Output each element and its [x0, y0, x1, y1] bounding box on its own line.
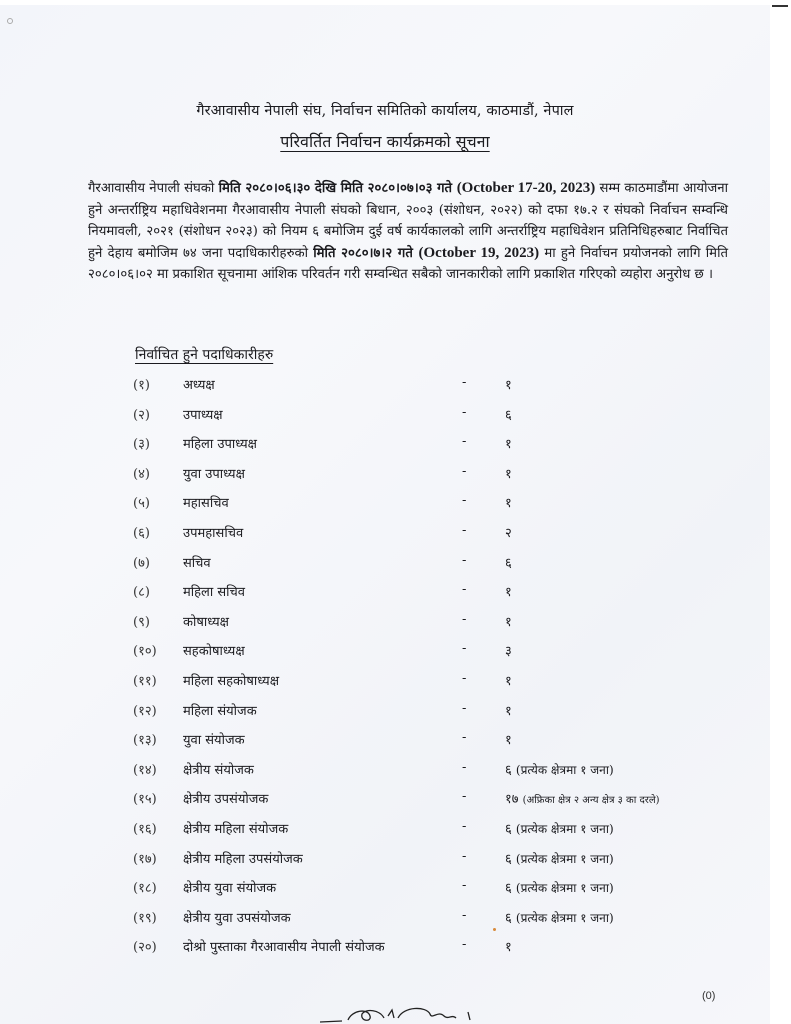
position-number: (९): [133, 614, 150, 630]
separator-dash: -: [462, 434, 467, 450]
count-value: १: [505, 496, 512, 512]
separator-dash: -: [462, 907, 467, 923]
position-count: [505, 789, 660, 807]
position-count: [505, 760, 614, 778]
scan-speck: [493, 928, 496, 931]
position-label: युवा संयोजक: [183, 733, 245, 749]
count-note: (प्रत्येक क्षेत्रमा १ जना): [515, 881, 614, 896]
position-row: [0, 582, 770, 604]
position-count: [505, 375, 512, 393]
count-value: १: [505, 733, 512, 749]
position-number: (१३): [133, 733, 157, 749]
separator-dash: -: [462, 937, 467, 953]
position-label: क्षेत्रीय युवा संयोजक: [183, 881, 277, 897]
count-value: ६: [505, 881, 512, 897]
count-value: ६: [505, 822, 512, 837]
position-count: [505, 641, 512, 659]
position-row: [0, 701, 770, 723]
position-count: [505, 493, 512, 511]
position-number: (१): [133, 378, 150, 393]
position-count: [505, 908, 614, 926]
count-value: १: [505, 674, 512, 689]
separator-dash: -: [462, 730, 467, 746]
notice-title: परिवर्तित निर्वाचन कार्यक्रमको सूचना: [280, 132, 490, 151]
position-row: [0, 878, 770, 900]
count-value: ३: [505, 644, 512, 660]
position-number: (१८): [133, 881, 157, 897]
count-note: (अफ्रिका क्षेत्र २ अन्य क्षेत्र ३ का दरले): [522, 795, 660, 807]
count-value: १: [505, 437, 512, 453]
position-number: (१०): [133, 644, 157, 660]
position-row: [0, 405, 770, 427]
position-label: महिला सहकोषाध्यक्ष: [183, 674, 280, 689]
count-note: (प्रत्येक क्षेत्रमा १ जना): [515, 851, 614, 866]
position-label: महासचिव: [183, 496, 229, 512]
position-count: [505, 849, 614, 867]
position-count: [505, 730, 512, 748]
separator-dash: -: [462, 523, 467, 538]
position-row: [0, 819, 770, 841]
position-number: (१५): [133, 792, 157, 808]
count-value: १: [505, 378, 512, 393]
position-number: (१९): [133, 910, 157, 926]
position-count: [505, 701, 512, 719]
count-value: ६: [505, 910, 512, 926]
count-note: (प्रत्येक क्षेत्रमा १ जना): [515, 822, 614, 836]
count-note: (प्रत्येक क्षेत्रमा १ जना): [515, 910, 614, 925]
signature: [318, 1006, 493, 1024]
separator-dash: -: [462, 878, 467, 894]
scan-edge-mark: [772, 5, 788, 7]
count-value: १: [505, 614, 512, 630]
position-count: [505, 434, 512, 452]
separator-dash: -: [462, 463, 467, 479]
office-header: गैरआवासीय नेपाली संघ, निर्वाचन समितिको कार्यालय, काठमाडौं, नेपाल: [196, 103, 574, 119]
count-value: ६: [505, 407, 512, 423]
position-row: [0, 789, 770, 811]
position-count: [505, 464, 512, 482]
position-number: (८): [133, 585, 150, 601]
position-row: [0, 523, 770, 545]
position-label: अध्यक्ष: [183, 378, 215, 393]
staple-mark: [7, 18, 13, 24]
separator-dash: -: [462, 582, 467, 598]
separator-dash: -: [462, 493, 467, 509]
position-row: [0, 434, 770, 456]
separator-dash: -: [462, 404, 467, 420]
notice-paragraph: गैरआवासीय नेपाली संघको मिति २०८०।०६।३० देखि मिति २०८०।०७।०३ गते (October 17-20, 2023) सम्म काठमाडौंमा आयोजना हुने अन्तर्राष्ट्रिय महाधिवेशनमा गैरआवासीय नेपाली संघको बिधान, २००३ (संशोधन, २०२२) को दफा १७.२ र संघको निर्वाचन सम्वन्धि नियमावली, २०२१ (संशोधन २०२३) को नियम ६ बमोजिम दुई वर्ष कार्यकालको लागि अन्तर्राष्ट्रिय महाधिवेशन प्रतिनिधिहरुबाट निर्वाचित हुने देहाय बमोजिम ७४ जना पदाधिकारीहरुको मिति २०८०।७।२ गते (October 19, 2023) मा हुने निर्वाचन प्रयोजनको लागि मिति २०८०।०६।०२ मा प्रकाशित सूचनामा आंशिक परिवर्तन गरी सम्वन्धित सबैको जानकारीको लागि प्रकाशित गरिएको व्यहोरा अनुरोध छ ।: [88, 180, 728, 282]
position-row: [0, 908, 770, 930]
position-label: उपमहासचिव: [183, 526, 244, 541]
position-label: क्षेत्रीय महिला संयोजक: [183, 822, 289, 837]
position-label: युवा उपाध्यक्ष: [183, 466, 245, 482]
position-row: [0, 937, 770, 959]
position-count: [505, 819, 614, 837]
count-value: १७: [505, 792, 519, 808]
position-label: क्षेत्रीय युवा उपसंयोजक: [183, 910, 291, 926]
position-count: [505, 405, 512, 423]
position-number: (४): [133, 466, 150, 482]
separator-dash: -: [462, 700, 467, 716]
position-number: (१७): [133, 851, 157, 867]
position-row: [0, 641, 770, 663]
position-label: क्षेत्रीय महिला उपसंयोजक: [183, 851, 303, 867]
position-label: कोषाध्यक्ष: [183, 614, 229, 630]
position-number: (११): [133, 674, 157, 689]
separator-dash: -: [462, 819, 467, 834]
position-number: (१२): [133, 703, 157, 719]
position-row: [0, 493, 770, 515]
position-number: (५): [133, 496, 150, 512]
separator-dash: -: [462, 848, 467, 864]
position-count: [505, 553, 512, 571]
position-row: [0, 730, 770, 752]
count-value: ६: [505, 851, 512, 867]
position-row: [0, 464, 770, 486]
separator-dash: -: [462, 759, 467, 775]
count-value: १: [505, 585, 512, 601]
position-count: [505, 612, 512, 630]
position-label: महिला उपाध्यक्ष: [183, 437, 257, 453]
position-row: [0, 849, 770, 871]
position-label: क्षेत्रीय संयोजक: [183, 762, 254, 778]
separator-dash: -: [462, 641, 467, 657]
count-value: ६: [505, 555, 512, 571]
position-count: [505, 878, 614, 896]
position-label: सहकोषाध्यक्ष: [183, 644, 245, 660]
count-value: २: [505, 526, 512, 541]
position-label: महिला सचिव: [183, 585, 245, 601]
count-value: १: [505, 466, 512, 482]
separator-dash: -: [462, 375, 467, 390]
separator-dash: -: [462, 789, 467, 805]
count-value: ६: [505, 762, 512, 778]
position-row: [0, 612, 770, 634]
position-count: [505, 671, 512, 689]
position-label: महिला संयोजक: [183, 703, 257, 719]
separator-dash: -: [462, 671, 467, 686]
position-count: [505, 937, 512, 955]
position-number: (६): [133, 526, 150, 541]
position-label: उपाध्यक्ष: [183, 407, 223, 423]
position-number: (२०): [133, 940, 157, 956]
position-number: (२): [133, 407, 150, 423]
position-label: सचिव: [183, 555, 211, 571]
section-title: निर्वाचित हुने पदाधिकारीहरु: [135, 347, 274, 363]
count-value: १: [505, 940, 512, 956]
count-note: (प्रत्येक क्षेत्रमा १ जना): [515, 762, 614, 777]
position-number: (१४): [133, 762, 157, 778]
position-row: [0, 671, 770, 693]
position-count: [505, 523, 512, 541]
separator-dash: -: [462, 552, 467, 568]
position-number: (७): [133, 555, 150, 571]
position-row: [0, 760, 770, 782]
position-count: [505, 582, 512, 600]
position-label: क्षेत्रीय उपसंयोजक: [183, 792, 269, 808]
count-value: १: [505, 703, 512, 719]
position-row: [0, 375, 770, 397]
position-row: [0, 553, 770, 575]
separator-dash: -: [462, 611, 467, 627]
page-number: (0): [702, 990, 716, 1002]
position-number: (३): [133, 437, 150, 453]
position-number: (१६): [133, 822, 157, 837]
position-label: दोश्रो पुस्ताका गैरआवासीय नेपाली संयोजक: [183, 940, 385, 956]
